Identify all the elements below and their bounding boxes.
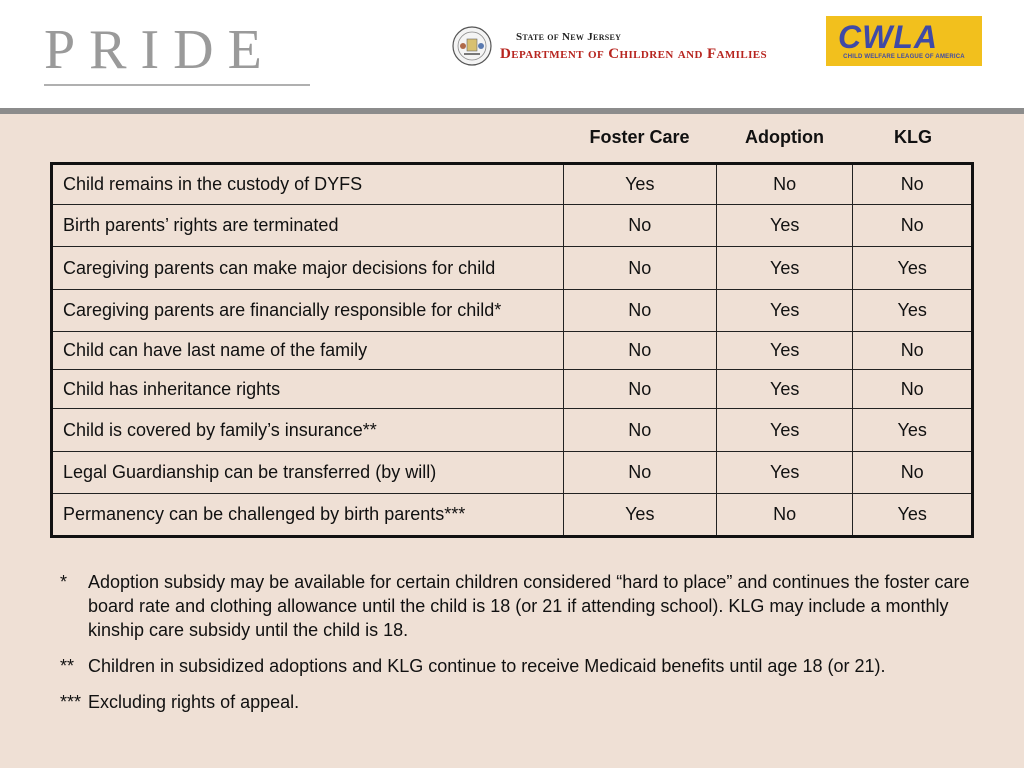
cell-adoption: Yes <box>716 452 852 494</box>
footnote <box>60 654 980 678</box>
dcf-state-label: State of New Jersey <box>516 31 622 43</box>
cell-klg: No <box>853 370 973 409</box>
cell-adoption: No <box>716 494 852 537</box>
pride-logo: PRIDE <box>44 19 276 81</box>
comparison-table <box>50 162 974 538</box>
cell-adoption: Yes <box>716 290 852 332</box>
header-banner <box>0 0 1024 108</box>
footnotes <box>60 570 980 726</box>
footnote <box>60 570 980 642</box>
pride-logo-underline <box>44 84 310 86</box>
cell-klg: Yes <box>853 247 973 290</box>
column-header-adoption: Adoption <box>745 127 824 147</box>
row-label: Child is covered by family’s insurance** <box>52 409 564 452</box>
footnote-text: Children in subsidized adoptions and KLG continue to receive Medicaid benefits until age 18 (or 21). <box>88 656 886 676</box>
cell-adoption: Yes <box>716 247 852 290</box>
table-row <box>52 452 973 494</box>
cell-adoption: No <box>716 164 852 205</box>
nj-state-seal-icon <box>452 26 492 66</box>
cwla-logo-subtitle: CHILD WELFARE LEAGUE OF AMERICA <box>843 54 965 60</box>
cell-klg: No <box>853 164 973 205</box>
column-header-klg: KLG <box>894 127 932 147</box>
cell-foster-care: No <box>563 247 716 290</box>
row-label: Caregiving parents are financially responsible for child* <box>52 290 564 332</box>
table-row <box>52 205 973 247</box>
row-label: Permanency can be challenged by birth parents*** <box>52 494 564 537</box>
cell-adoption: Yes <box>716 409 852 452</box>
cell-adoption: Yes <box>716 370 852 409</box>
cell-foster-care: No <box>563 409 716 452</box>
table-row <box>52 164 973 205</box>
footnote-marker: ** <box>60 656 75 676</box>
cell-klg: No <box>853 452 973 494</box>
footnote-text: Excluding rights of appeal. <box>88 692 300 712</box>
cwla-logo <box>826 16 982 66</box>
cell-klg: Yes <box>853 290 973 332</box>
table-row <box>52 494 973 537</box>
cell-adoption: Yes <box>716 205 852 247</box>
table-row <box>52 247 973 290</box>
cell-foster-care: No <box>563 332 716 370</box>
column-header-foster-care: Foster Care <box>589 127 690 147</box>
footnote-marker: *** <box>60 692 82 712</box>
table-row <box>52 370 973 409</box>
cell-klg: No <box>853 332 973 370</box>
cell-foster-care: No <box>563 290 716 332</box>
table-row <box>52 332 973 370</box>
cwla-logo-text: CWLA <box>838 19 938 55</box>
row-label: Child has inheritance rights <box>52 370 564 409</box>
cell-klg: Yes <box>853 494 973 537</box>
cell-foster-care: No <box>563 452 716 494</box>
row-label: Birth parents’ rights are terminated <box>52 205 564 247</box>
cell-foster-care: No <box>563 205 716 247</box>
dcf-department-label: Department of Children and Families <box>500 46 768 62</box>
row-label: Legal Guardianship can be transferred (by will) <box>52 452 564 494</box>
cell-adoption: Yes <box>716 332 852 370</box>
footnote <box>60 690 980 714</box>
row-label: Caregiving parents can make major decisions for child <box>52 247 564 290</box>
cell-klg: Yes <box>853 409 973 452</box>
table-row <box>52 290 973 332</box>
footnote-text: Adoption subsidy may be available for certain children considered “hard to place” and continues the foster care board rate and clothing allowance until the child is 18 (or 21 if attending school). KLG may include a monthly kinship care subsidy until the child is 18. <box>88 572 970 640</box>
table-row <box>52 409 973 452</box>
row-label: Child can have last name of the family <box>52 332 564 370</box>
header-divider <box>0 108 1024 114</box>
cell-foster-care: Yes <box>563 164 716 205</box>
row-label: Child remains in the custody of DYFS <box>52 164 564 205</box>
cell-klg: No <box>853 205 973 247</box>
cell-foster-care: No <box>563 370 716 409</box>
cell-foster-care: Yes <box>563 494 716 537</box>
footnote-marker: * <box>60 572 68 592</box>
